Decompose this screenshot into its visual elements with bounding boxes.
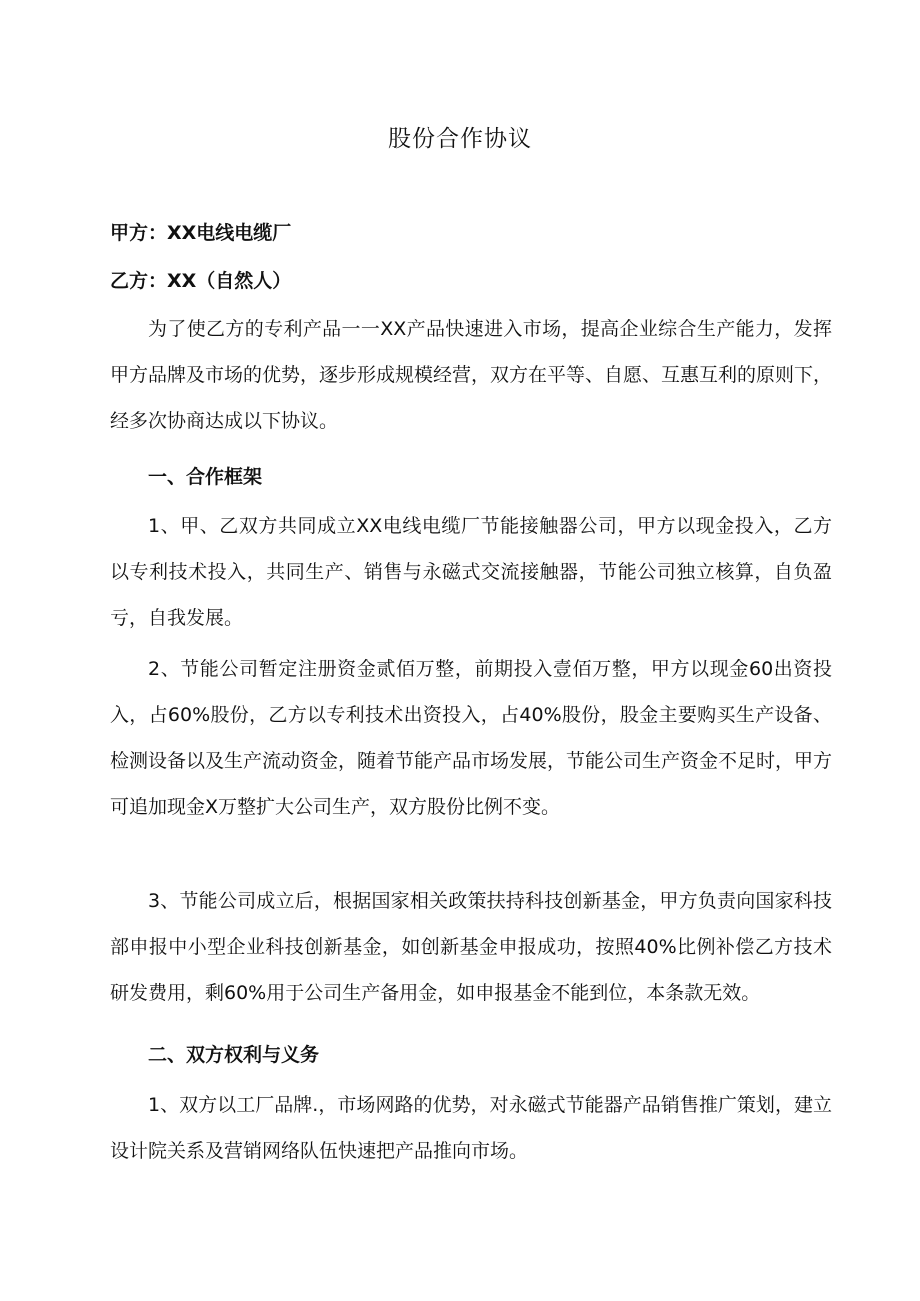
section-heading-rights: 二、双方权利与义务: [148, 1044, 320, 1066]
clause-framework-3: 3、节能公司成立后，根据国家相关政策扶持科技创新基金，甲方负责向国家科技部申报中小型企业科技创新基金，如创新基金申报成功，按照40%比例补偿乙方技术研发费用，剩60%用于公司生产备用金，如申报基金不能到位，本条款无效。: [110, 890, 832, 1004]
party-a-line: 甲方：XX电线电缆厂: [110, 222, 292, 244]
clause-framework-2: 2、节能公司暂定注册资金贰佰万整，前期投入壹佰万整，甲方以现金60出资投入，占60%股份，乙方以专利技术出资投入，占40%股份，股金主要购买生产设备、检测设备以及生产流动资金，随着节能产品市场发展，节能公司生产资金不足时，甲方可追加现金X万整扩大公司生产，双方股份比例不变。: [110, 658, 833, 818]
document-title: 股份合作协议: [388, 126, 532, 152]
section-heading-framework: 一、合作框架: [148, 466, 263, 488]
clause-rights-1: 1、双方以工厂品牌.，市场网路的优势，对永磁式节能器产品销售推广策划，建立设计院关系及营销网络队伍快速把产品推向市场。: [110, 1094, 832, 1162]
clause-framework-1: 1、甲、乙双方共同成立XX电线电缆厂节能接触器公司，甲方以现金投入，乙方以专利技术投入，共同生产、销售与永磁式交流接触器，节能公司独立核算，自负盈亏，自我发展。: [110, 515, 832, 629]
party-b-line: 乙方：XX（自然人）: [110, 270, 292, 292]
intro-paragraph: 为了使乙方的专利产品一一XX产品快速进入市场，提高企业综合生产能力，发挥甲方品牌及市场的优势，逐步形成规模经营，双方在平等、自愿、互惠互利的原则下，经多次协商达成以下协议。: [110, 318, 833, 432]
